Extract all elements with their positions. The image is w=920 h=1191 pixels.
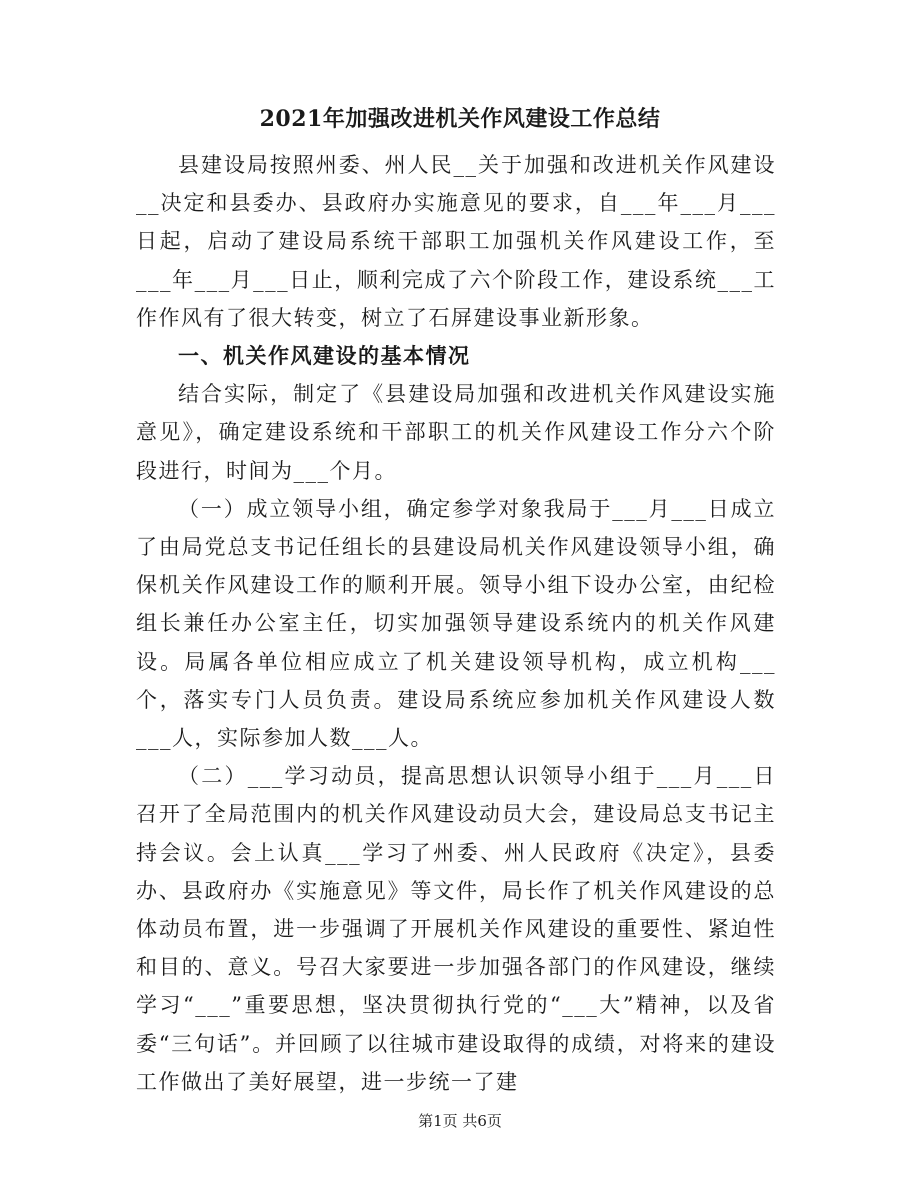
paragraph-leadership-group: （一）成立领导小组，确定参学对象我局于___月___日成立了由局党总支书记任组长的县建设局机关作风建设领导小组，确保机关作风建设工作的顺利开展。领导小组下设办公室，由纪检组长兼任办公室主任，切实加强领导建设系统内的机关作风建设。局属各单位相应成立了机关建设领导机构，成立机构___个，落实专门人员负责。建设局系统应参加机关作风建设人数___人，实际参加人数___人。 — [136, 496, 776, 751]
document-body — [136, 146, 776, 1101]
section-heading-basic-situation: 一、机关作风建设的基本情况 — [178, 343, 471, 369]
paragraph-plan: 结合实际，制定了《县建设局加强和改进机关作风建设实施意见》，确定建设系统和干部职工的机关作风建设工作分六个阶段进行，时间为___个月。 — [136, 382, 776, 483]
document-title: 2021年加强改进机关作风建设工作总结 — [259, 106, 661, 132]
paragraph-intro: 县建设局按照州委、州人民__关于加强和改进机关作风建设__决定和县委办、县政府办实施意见的要求，自___年___月___日起，启动了建设局系统干部职工加强机关作风建设工作，至___年___月___日止，顺利完成了六个阶段工作，建设系统___工作作风有了很大转变，树立了石屏建设事业新形象。 — [136, 153, 776, 330]
page-number: 第1页 共6页 — [418, 1112, 502, 1130]
paragraph-study-mobilization: （二）___学习动员，提高思想认识领导小组于___月___日召开了全局范围内的机关作风建设动员大会，建设局总支书记主持会议。会上认真___学习了州委、州人民政府《决定》，县委办、县政府办《实施意见》等文件，局长作了机关作风建设的总体动员布置，进一步强调了开展机关作风建设的重要性、紧迫性和目的、意义。号召大家要进一步加强各部门的作风建设，继续学习“___”重要思想，坚决贯彻执行党的“___大”精神，以及省委“三句话”。并回顾了以往城市建设取得的成绩，对将来的建设工作做出了美好展望，进一步统一了建 — [136, 764, 776, 1094]
